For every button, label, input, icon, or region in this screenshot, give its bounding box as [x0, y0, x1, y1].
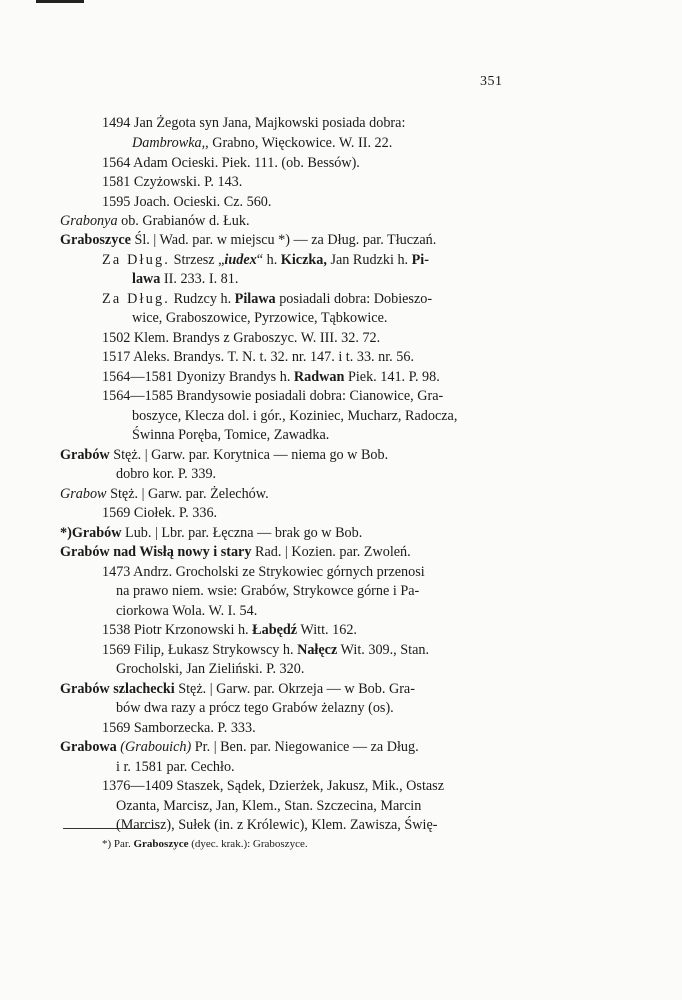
coat-of-arms: Pi- [411, 252, 429, 268]
entry-line [60, 485, 269, 503]
coat-of-arms: Nałęcz [297, 642, 338, 658]
text-line [102, 173, 242, 191]
entry-line [60, 524, 362, 542]
text-line [102, 193, 271, 211]
text-span: (Marcisz), Sułek (in. z Królewic), Klem. Zawisza, Świę- [116, 817, 438, 833]
text-line [102, 154, 360, 172]
coat-of-arms: Pilawa [234, 291, 276, 307]
text-span: dobro kor. P. 339. [116, 466, 217, 482]
text-span: Lub. | Lbr. par. Łęczna — brak go w Bob. [121, 525, 363, 541]
spaced-text: Za Dług. [102, 252, 171, 268]
text-span: 1569 Ciołek. P. 336. [102, 505, 218, 521]
text-span: 1564—1585 Brandysowie posiadali dobra: Cianowice, Gra- [102, 388, 444, 404]
text-span: Wit. 309., Stan. [337, 642, 430, 658]
italic-term: iudex [224, 252, 257, 268]
text-line [116, 758, 235, 776]
text-line [132, 134, 392, 152]
entry-headword: *)Grabów [60, 525, 122, 541]
text-span: na prawo niem. wsie: Grabów, Strykowce górne i Pa- [116, 583, 420, 599]
text-span: 1538 Piotr Krzonowski h. [102, 622, 253, 638]
spaced-text: Za Dług. [102, 291, 171, 307]
entry-headword: Grabów [60, 447, 110, 463]
text-span: wice, Graboszowice, Pyrzowice, Tąbkowice. [132, 310, 388, 326]
text-span: Pr. | Ben. par. Niegowanice — za Dług. [191, 739, 419, 755]
text-span: Strzesz „ [170, 252, 225, 268]
text-line [102, 387, 443, 405]
text-line [102, 563, 425, 581]
coat-of-arms: Łabędź [252, 622, 298, 638]
text-span: Witt. 162. [297, 622, 357, 638]
entry-line [60, 543, 411, 561]
text-line [102, 777, 444, 795]
entry-line [60, 680, 415, 698]
text-line [116, 465, 216, 483]
text-span: Stęż. | Garw. par. Korytnica — niema go w Bob. [109, 447, 389, 463]
entry-headword: Grabonya [60, 213, 118, 229]
text-span: 1564—1581 Dyonizy Brandys h. [102, 369, 294, 385]
text-line [102, 290, 432, 308]
text-line [102, 719, 256, 737]
entry-line [60, 231, 436, 249]
text-span: , Grabno, Więckowice. W. II. 22. [205, 135, 393, 151]
text-span: boszyce, Klecza dol. i gór., Koziniec, Mucharz, Radocza, [132, 408, 458, 424]
text-span: posiadali dobra: Dobieszo- [275, 291, 433, 307]
page-number: 351 [480, 74, 503, 89]
text-line [116, 816, 437, 834]
text-line [132, 407, 457, 425]
entry-headword: Grabów szlachecki [60, 681, 175, 697]
text-span: 1569 Filip, Łukasz Strykowscy h. [102, 642, 298, 658]
text-span: ciorkowa Wola. W. I. 54. [116, 603, 258, 619]
entry-headword: Grabów nad Wisłą nowy i stary [60, 544, 252, 560]
coat-of-arms: Kiczka, [280, 252, 327, 268]
text-span: Stęż. | Garw. par. Okrzeja — w Bob. Gra- [174, 681, 415, 697]
text-span: 1376—1409 Staszek, Sądek, Dzierżek, Jakusz, Mik., Ostasz [102, 778, 445, 794]
text-span: Ozanta, Marcisz, Jan, Klem., Stan. Szczecina, Marcin [116, 798, 422, 814]
text-span: II. 233. I. 81. [160, 271, 239, 287]
text-span: 1517 Aleks. Brandys. T. N. t. 32. nr. 147. i t. 33. nr. 56. [102, 349, 414, 365]
entry-headword: Grabowa [60, 739, 117, 755]
footnote [102, 838, 308, 850]
text-line [102, 641, 429, 659]
text-span: Śl. | Wad. par. w miejscu *) — za Dług. par. Tłuczań. [130, 232, 437, 248]
text-line [116, 582, 419, 600]
entry-headword: Grabow [60, 486, 107, 502]
text-line [102, 621, 357, 639]
text-span: 1564 Adam Ocieski. Piek. 111. (ob. Bessów). [102, 155, 360, 171]
text-span: Rudzcy h. [170, 291, 235, 307]
text-span: *) Par. [102, 838, 134, 850]
text-line [116, 602, 257, 620]
italic-name: Dambrowka, [132, 135, 206, 151]
text-span: Jan Rudzki h. [326, 252, 412, 268]
entry-headword: Graboszyce [60, 232, 131, 248]
text-span: ob. Grabianów d. Łuk. [117, 213, 250, 229]
text-span: 1569 Samborzecka. P. 333. [102, 720, 256, 736]
scan-mark [74, 0, 77, 3]
text-span: i r. 1581 par. Cechło. [116, 759, 235, 775]
text-span: 1494 Jan Żegota syn Jana, Majkowski posiada dobra: [102, 115, 406, 131]
entry-line [60, 446, 388, 464]
text-span: Stęż. | Garw. par. Żelechów. [106, 486, 269, 502]
coat-of-arms: Radwan [293, 369, 345, 385]
italic-variant: (Grabouich) [120, 739, 192, 755]
footnote-term: Graboszyce [133, 838, 189, 850]
text-line [102, 348, 414, 366]
text-line [102, 504, 217, 522]
text-span: “ h. [256, 252, 281, 268]
text-line [116, 660, 304, 678]
text-line [132, 426, 329, 444]
text-span: 1595 Joach. Ocieski. Cz. 560. [102, 194, 272, 210]
text-span: 1473 Andrz. Grocholski ze Strykowiec górnych przenosi [102, 564, 425, 580]
text-line [132, 309, 387, 327]
text-line [102, 114, 405, 132]
text-span: Piek. 141. P. 98. [344, 369, 440, 385]
text-span: bów dwa razy a prócz tego Grabów żelazny (os). [116, 700, 394, 716]
text-line [132, 270, 238, 288]
text-span: Rad. | Kozien. par. Zwoleń. [251, 544, 411, 560]
text-span: Świnna Poręba, Tomice, Zawadka. [132, 427, 330, 443]
text-span: 1581 Czyżowski. P. 143. [102, 174, 243, 190]
text-line [102, 251, 429, 269]
footnote-rule [63, 828, 159, 829]
text-line [116, 797, 421, 815]
text-line [116, 699, 394, 717]
text-span: (dyec. krak.): Graboszyce. [188, 838, 308, 850]
entry-line [60, 212, 250, 230]
text-line [102, 368, 440, 386]
coat-of-arms: lawa [132, 271, 161, 287]
text-span: 1502 Klem. Brandys z Graboszyc. W. III. 32. 72. [102, 330, 381, 346]
text-span: Grocholski, Jan Zieliński. P. 320. [116, 661, 305, 677]
text-line [102, 329, 380, 347]
entry-line [60, 738, 419, 756]
